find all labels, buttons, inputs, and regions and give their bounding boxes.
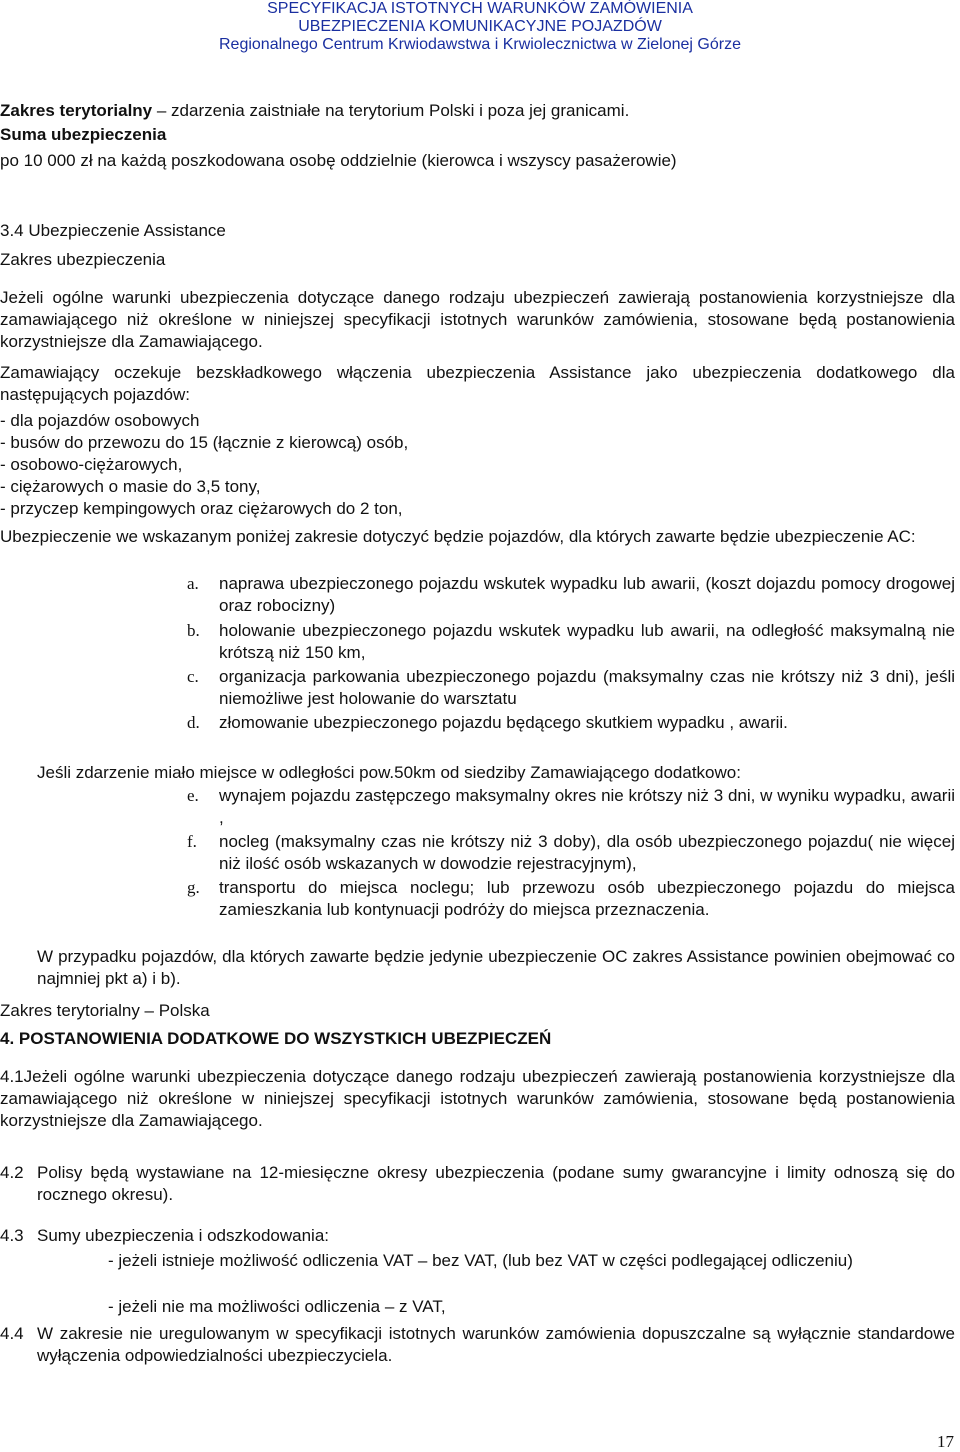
section-3-4-paragraph-4: Jeśli zdarzenie miało miejsce w odległości pow.50km od siedziby Zamawiającego dodatkowo:: [37, 763, 741, 782]
sum-insured-label: Suma ubezpieczenia: [0, 125, 167, 144]
sum-insured-text: po 10 000 zł na każdą poszkodowana osobę oddzielnie (kierowca i wszyscy pasażerowie): [0, 151, 677, 170]
vehicle-list-item: - przyczep kempingowych oraz ciężarowych do 2 ton,: [0, 499, 403, 518]
section-4-2-text: Polisy będą wystawiane na 12-miesięczne okresy ubezpieczenia (podane sumy gwarancyjne i limity odnoszą się do rocznego okresu).: [37, 1163, 955, 1204]
section-3-4-paragraph-2: Zamawiający oczekuje bezskładkowego włączenia ubezpieczenia Assistance jako ubezpieczenia dodatkowego dla następujących pojazdów:: [0, 363, 955, 404]
header-title-line-2: UBEZPIECZENIA KOMUNIKACYJNE POJAZDÓW: [298, 18, 662, 35]
list-marker: d.: [187, 713, 200, 732]
list-marker: a.: [187, 574, 199, 593]
list-item: [187, 712, 955, 734]
list-item: [187, 573, 955, 617]
section-3-4-subheading: Zakres ubezpieczenia: [0, 250, 166, 269]
page-number: 17: [937, 1432, 954, 1451]
list-text: nocleg (maksymalny czas nie krótszy niż 3 doby), dla osób ubezpieczonego pojazdu( nie więcej niż ilość osób wskazanych w dowodzie rejestracyjnym),: [219, 832, 955, 873]
section-4-2-number: 4.2: [0, 1163, 24, 1182]
list-marker: e.: [187, 786, 199, 805]
section-4-1-paragraph: 4.1Jeżeli ogólne warunki ubezpieczenia dotyczące danego rodzaju ubezpieczeń zawierają postanowienia korzystniejsze dla zamawiającego niż określone w niniejszej specyfikacji istotnych warunków zamówienia, stosowane będą postanowienia korzystniejsze dla Zamawiającego.: [0, 1067, 955, 1130]
section-3-4-paragraph-3: Ubezpieczenie we wskazanym poniżej zakresie dotyczyć będzie pojazdów, dla których zawarte będzie ubezpieczenie AC:: [0, 527, 916, 546]
section-4-heading: 4. POSTANOWIENIA DODATKOWE DO WSZYSTKICH UBEZPIECZEŃ: [0, 1029, 552, 1048]
vehicle-list-item: - dla pojazdów osobowych: [0, 411, 200, 430]
vat-list-item: - jeżeli istnieje możliwość odliczenia VAT – bez VAT, (lub bez VAT w części podlegającej odliczeniu): [108, 1251, 853, 1270]
list-text: holowanie ubezpieczonego pojazdu wskutek wypadku lub awarii, na odległość maksymalną nie krótszą niż 150 km,: [219, 621, 955, 662]
vehicle-list-item: - busów do przewozu do 15 (łącznie z kierowcą) osób,: [0, 433, 409, 452]
list-item: [187, 620, 955, 664]
territorial-scope-line: [0, 100, 958, 122]
list-item: [187, 666, 955, 710]
vehicle-list-item: - osobowo-ciężarowych,: [0, 455, 183, 474]
list-text: złomowanie ubezpieczonego pojazdu będącego skutkiem wypadku , awarii.: [219, 713, 788, 732]
section-4-4-text: W zakresie nie uregulowanym w specyfikacji istotnych warunków zamówienia dopuszczalne są wyłącznie standardowe wyłączenia odpowiedzialności ubezpieczyciela.: [37, 1324, 955, 1365]
list-marker: b.: [187, 621, 200, 640]
list-item: [187, 877, 955, 921]
list-item: [187, 831, 955, 875]
page-header: [0, 0, 960, 78]
territorial-scope-label: Zakres terytorialny: [0, 101, 153, 120]
list-text: naprawa ubezpieczonego pojazdu wskutek wypadku lub awarii, (koszt dojazdu pomocy drogowej oraz robocizny): [219, 574, 955, 615]
header-organization: Regionalnego Centrum Krwiodawstwa i Krwiolecznictwa w Zielonej Górze: [219, 36, 741, 53]
section-3-4-heading: 3.4 Ubezpieczenie Assistance: [0, 221, 226, 240]
section-4-3-text: Sumy ubezpieczenia i odszkodowania:: [37, 1226, 330, 1245]
list-text: transportu do miejsca noclegu; lub przewozu osób ubezpieczonego pojazdu do miejsca zamieszkania lub kontynuacji podróży do miejsca przeznaczenia.: [219, 878, 955, 919]
header-title-line-1: SPECYFIKACJA ISTOTNYCH WARUNKÓW ZAMÓWIENIA: [267, 0, 693, 17]
vehicle-list: [0, 410, 958, 520]
section-3-4-paragraph-5: W przypadku pojazdów, dla których zawarte będzie jedynie ubezpieczenie OC zakres Assistance powinien obejmować co najmniej pkt a) i b).: [37, 947, 955, 988]
section-3-4-paragraph-1: Jeżeli ogólne warunki ubezpieczenia dotyczące danego rodzaju ubezpieczeń zawierają postanowienia korzystniejsze dla zamawiającego niż określone w niniejszej specyfikacji istotnych warunków zamówienia, stosowane będą postanowienia korzystniejsze dla Zamawiającego.: [0, 288, 955, 351]
list-text: organizacja parkowania ubezpieczonego pojazdu (maksymalny czas nie krótszy niż 3 dni), jeśli niemożliwe jest holowanie do warsztatu: [219, 667, 955, 708]
vat-list-item: - jeżeli nie ma możliwości odliczenia – z VAT,: [108, 1297, 446, 1316]
list-item: [187, 785, 955, 829]
list-text: wynajem pojazdu zastępczego maksymalny okres nie krótszy niż 3 dni, w wyniku wypadku, awarii ,: [219, 786, 955, 827]
list-marker: f.: [187, 832, 197, 851]
vehicle-list-item: - ciężarowych o masie do 3,5 tony,: [0, 477, 261, 496]
territorial-scope-text: – zdarzenia zaistniałe na terytorium Polski i poza jej granicami.: [152, 101, 630, 120]
territorial-scope-poland: Zakres terytorialny – Polska: [0, 1001, 210, 1020]
section-4-4-number: 4.4: [0, 1324, 24, 1343]
list-marker: g.: [187, 878, 200, 897]
list-marker: c.: [187, 667, 199, 686]
section-4-3-number: 4.3: [0, 1226, 24, 1245]
